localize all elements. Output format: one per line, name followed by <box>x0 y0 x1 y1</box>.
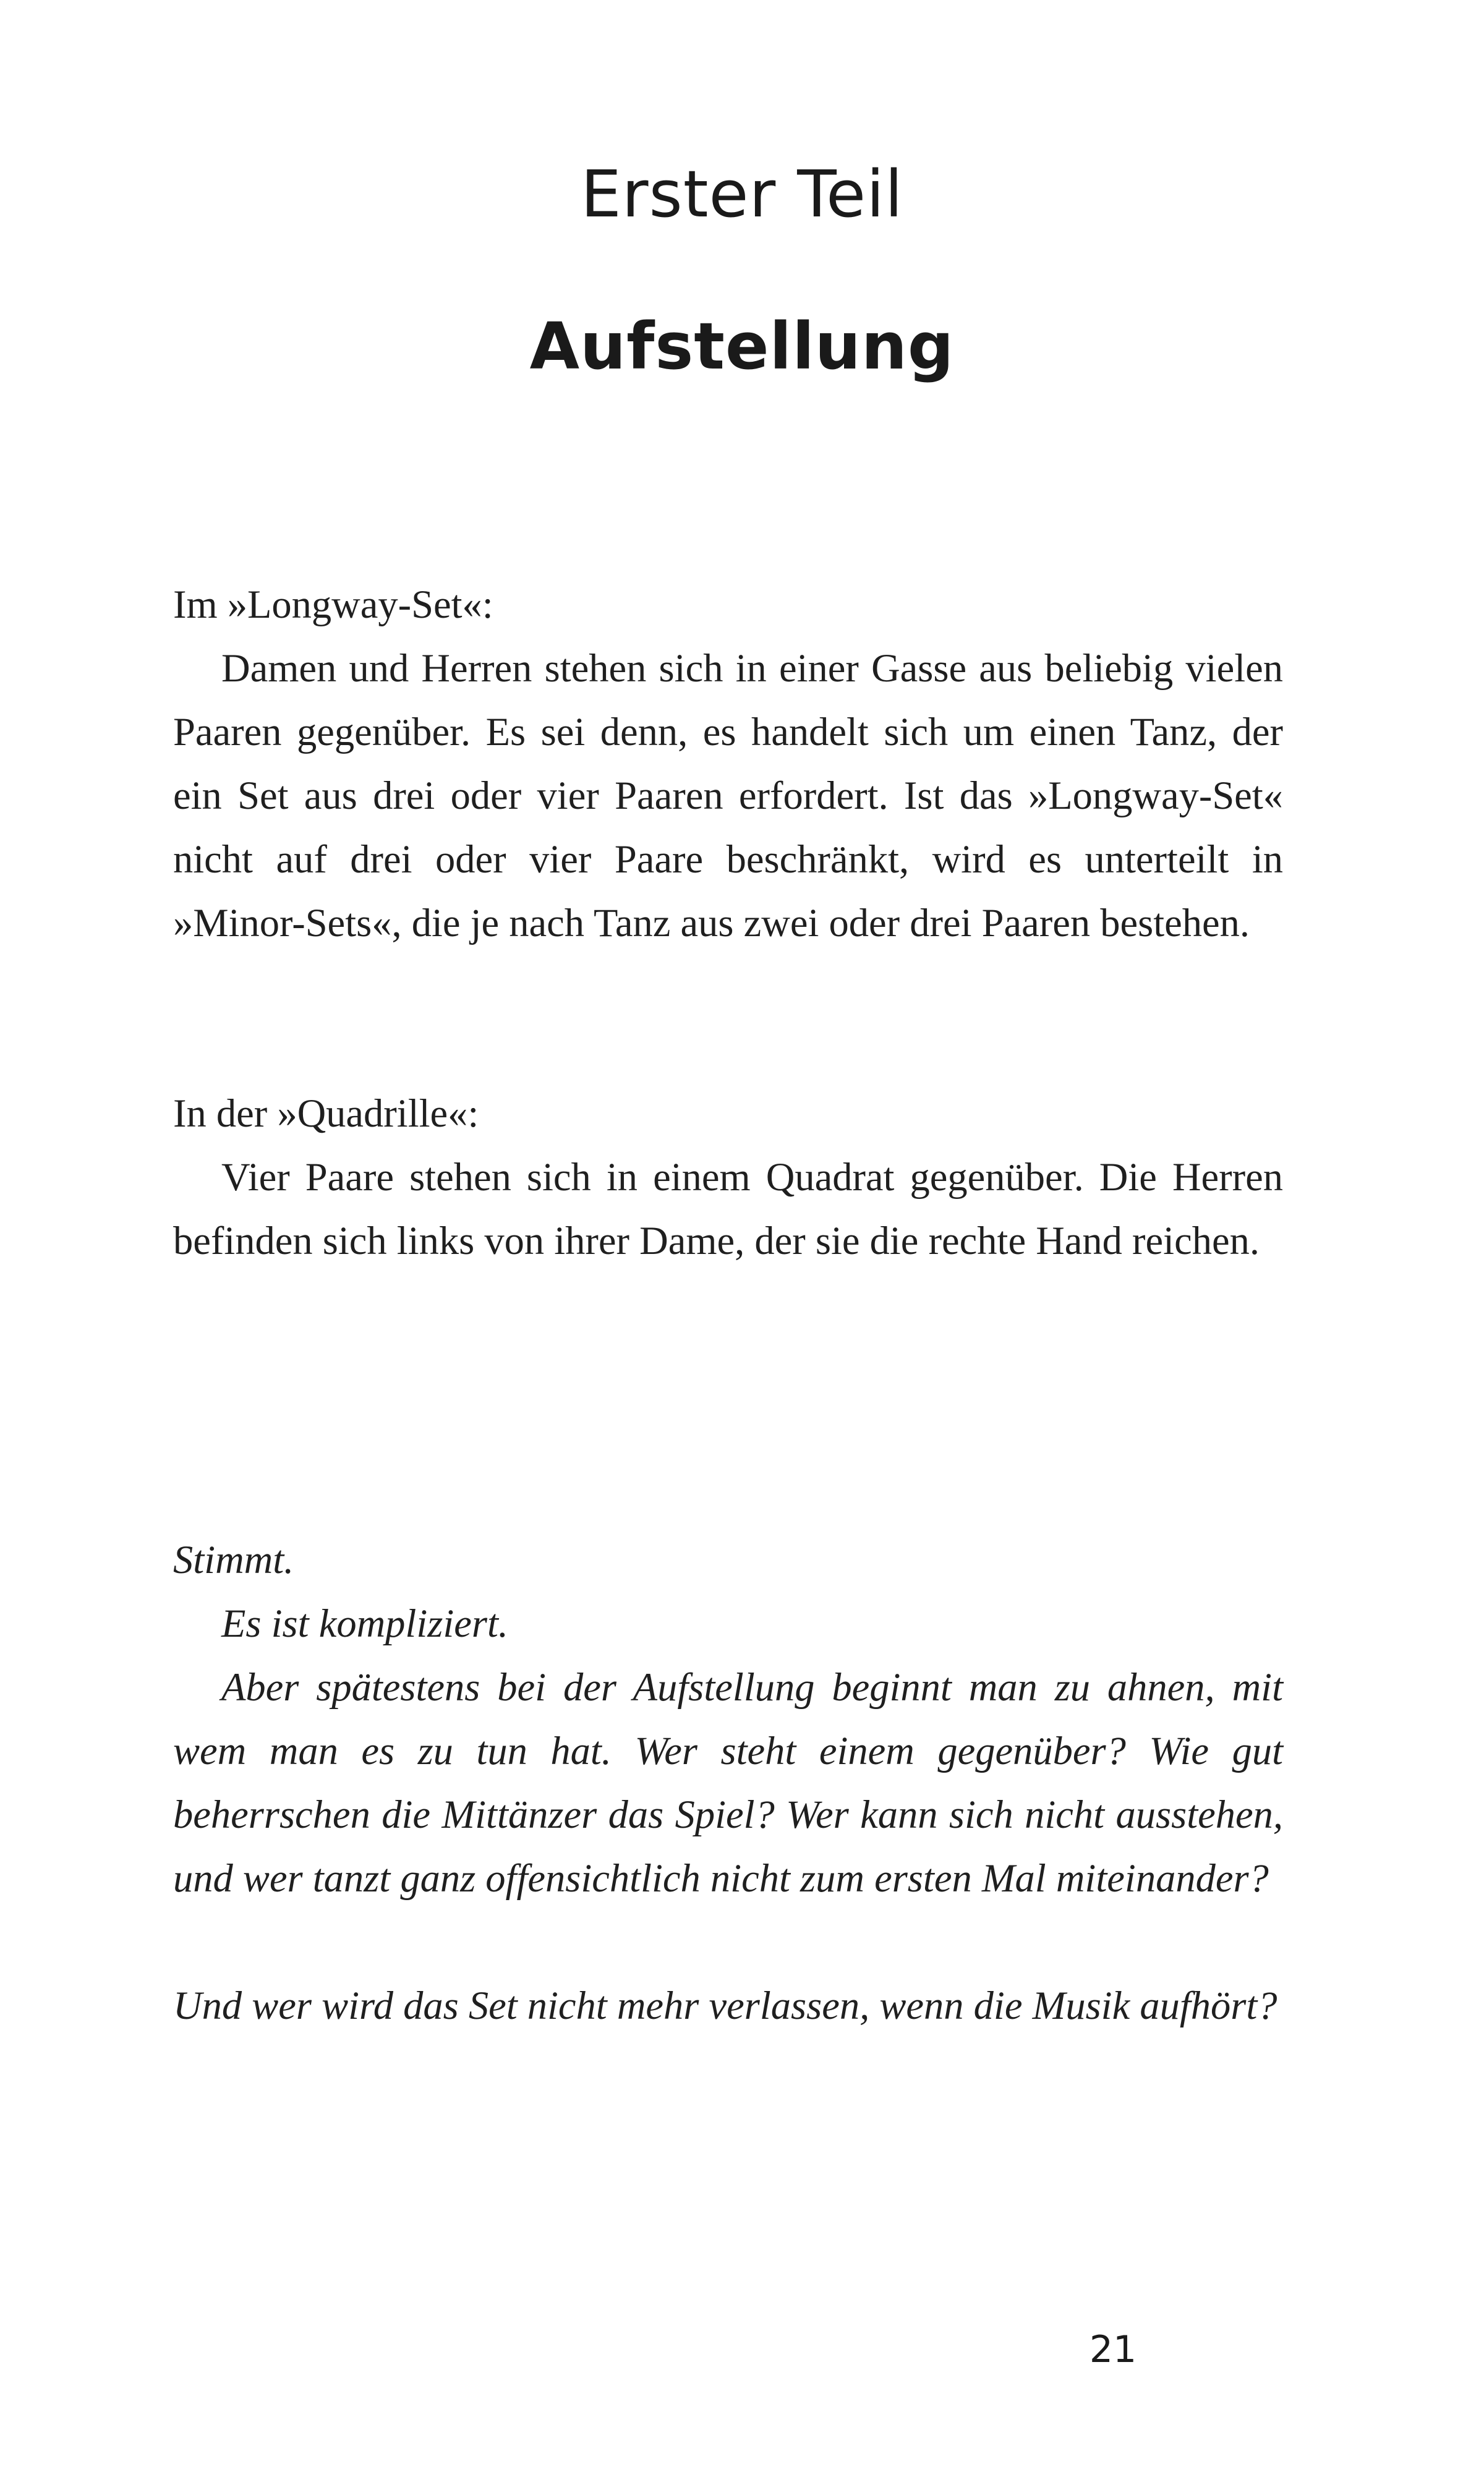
quadrille-paragraph: Vier Paare stehen sich in einem Quadrat gegenüber. Die Herren befinden sich links von ihrer Dame, der sie die rechte Hand reichen. <box>173 1155 1283 1263</box>
commentary-paragraph: Aber spätestens bei der Aufstellung beginnt man zu ahnen, mit wem man es zu tun hat. Wer steht einem gegenüber? Wie gut beherrschen die Mittänzer das Spiel? Wer kann sich nicht ausstehen, und wer tanzt ganz offensichtlich nicht zum ersten Mal miteinander? <box>173 1665 1283 1900</box>
commentary-line: Es ist kompliziert. <box>221 1601 509 1645</box>
commentary-section <box>173 1528 1283 2037</box>
longway-section <box>173 573 1283 955</box>
commentary-line: Stimmt. <box>173 1538 294 1582</box>
longway-paragraph: Damen und Herren stehen sich in einer Gasse aus beliebig vielen Paaren gegenüber. Es sei denn, es handelt sich um einen Tanz, der ein Set aus drei oder vier Paaren erfordert. Ist das »Longway-Set« nicht auf drei oder vier Paare beschränkt, wird es unterteilt in »Minor-Sets«, die je nach Tanz aus zwei oder drei Paaren bestehen. <box>173 646 1283 945</box>
longway-label: Im »Longway-Set«: <box>173 582 493 626</box>
quadrille-label: In der »Quadrille«: <box>173 1091 479 1135</box>
commentary-closing-line: Und wer wird das Set nicht mehr verlassen, wenn die Musik aufhört? <box>173 1984 1277 2027</box>
chapter-title: Aufstellung <box>529 309 955 384</box>
page-number: 21 <box>1089 2328 1137 2371</box>
quadrille-section <box>173 1081 1283 1273</box>
part-title: Erster Teil <box>581 156 903 232</box>
